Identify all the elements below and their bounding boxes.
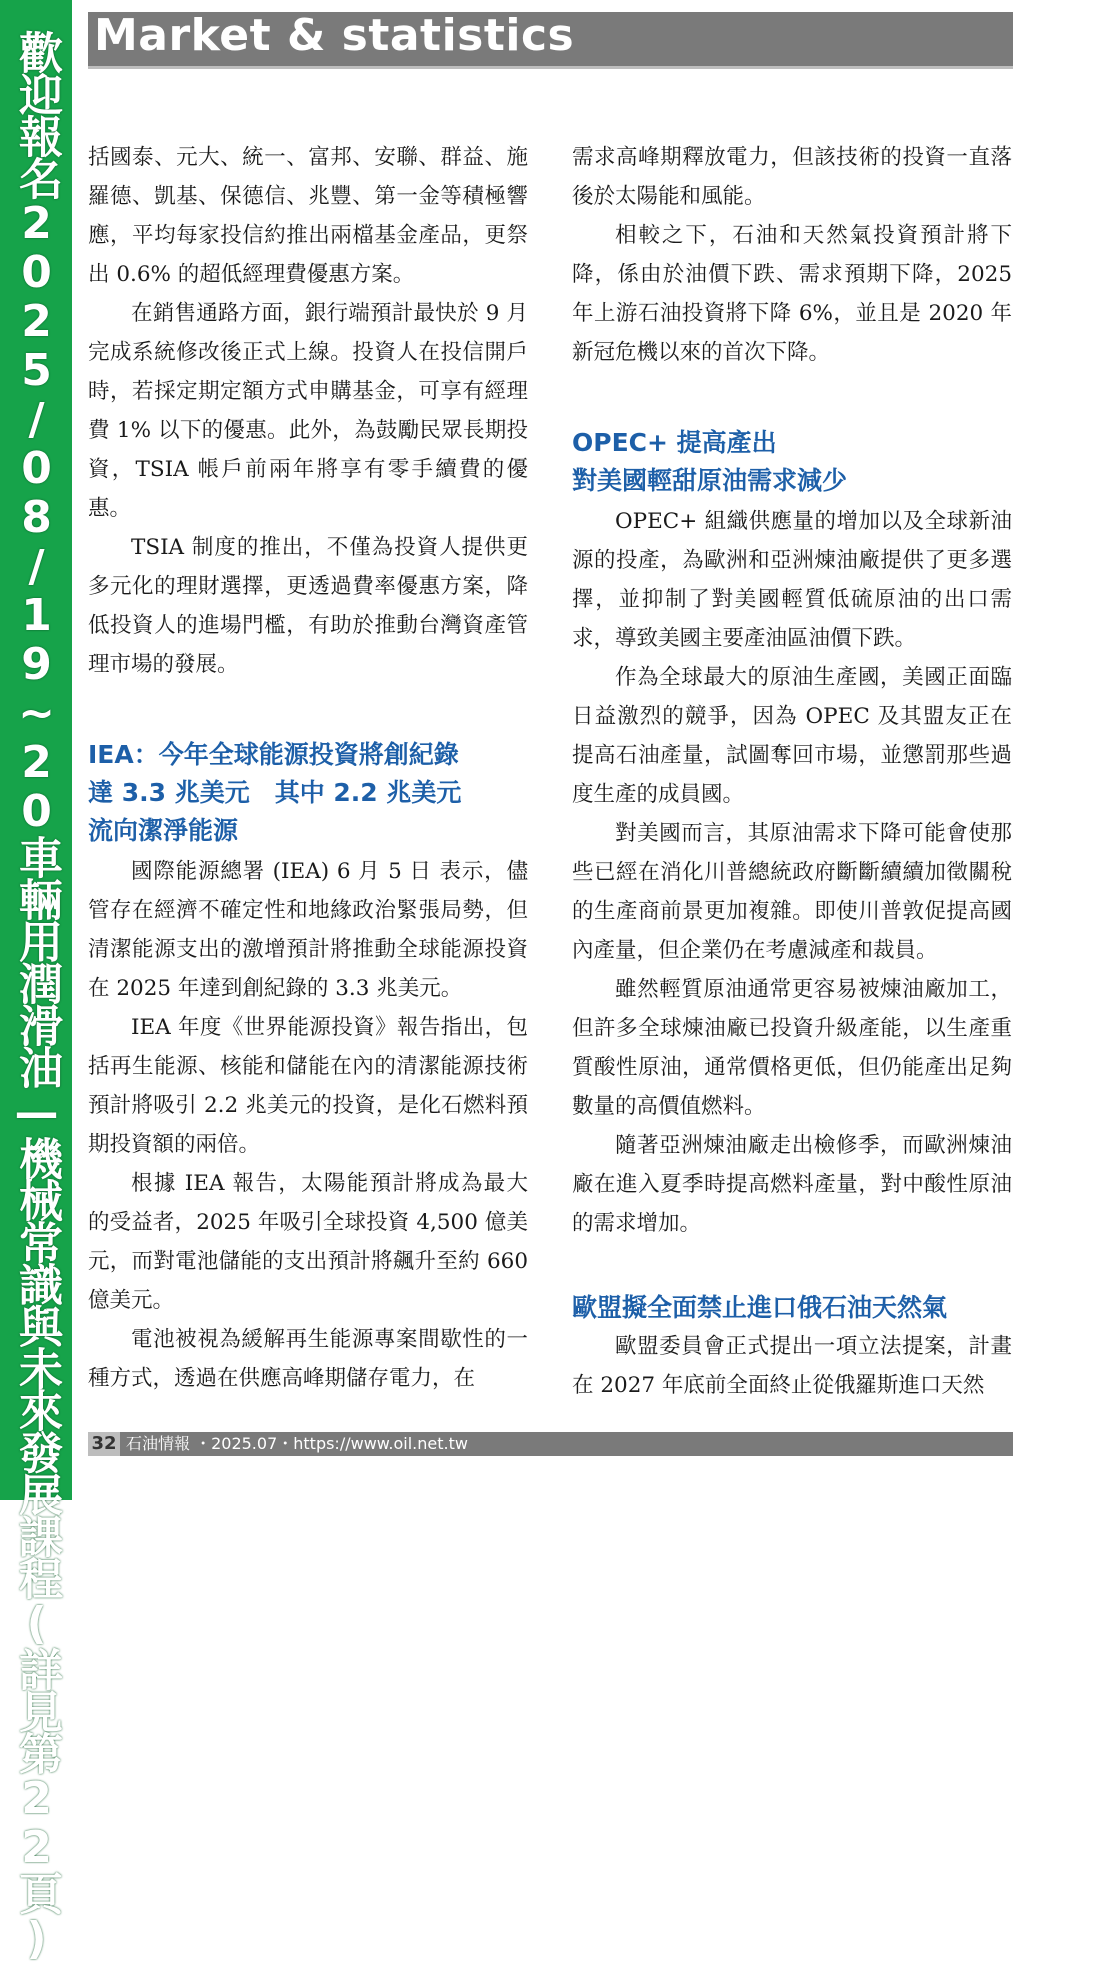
footer-text: 石油情報 ・2025.07・https://www.oil.net.tw	[126, 1434, 468, 1453]
paragraph: 根據 IEA 報告，太陽能預計將成為最大的受益者，2025 年吸引全球投資 4,500 億美元，而對電池儲能的支出預計將飆升至約 660 億美元。	[88, 1171, 528, 1313]
paragraph: 相較之下，石油和天然氣投資預計將下降，係由於油價下跌、需求預期下降，2025 年上游石油投資將下降 6%，並且是 2020 年新冠危機以來的首次下降。	[572, 223, 1012, 365]
article-heading-opec	[572, 424, 1012, 500]
page-number: 32	[88, 1432, 120, 1456]
heading-line: OPEC+ 提高產出	[572, 428, 777, 457]
section-header	[88, 12, 1013, 66]
paragraph: 在銷售通路方面，銀行端預計最快於 9 月完成系統修改後正式上線。投資人在投信開戶時，若採定期定額方式申購基金，可享有經理費 1% 以下的優惠。此外，為鼓勵民眾長期投資，TSIA 帳戶前兩年將享有零手續費的優惠。	[88, 301, 528, 521]
left-column	[88, 138, 528, 1398]
paragraph: 國際能源總署 (IEA) 6 月 5 日 表示，儘管存在經濟不確定性和地緣政治緊張局勢，但清潔能源支出的激增預計將推動全球能源投資在 2025 年達到創紀錄的 3.3 兆美元。	[88, 859, 528, 1001]
paragraph: 需求高峰期釋放電力，但該技術的投資一直落後於太陽能和風能。	[572, 145, 1012, 209]
right-column	[572, 138, 1012, 1405]
heading-line: IEA：今年全球能源投資將創紀錄	[88, 740, 459, 769]
paragraph: 歐盟委員會正式提出一項立法提案，計畫在 2027 年底前全面終止從俄羅斯進口天然	[572, 1334, 1012, 1398]
paragraph: IEA 年度《世界能源投資》報告指出，包括再生能源、核能和儲能在內的清潔能源技術預計將吸引 2.2 兆美元的投資，是化石燃料預期投資額的兩倍。	[88, 1015, 528, 1157]
paragraph: OPEC+ 組織供應量的增加以及全球新油源的投產，為歐洲和亞洲煉油廠提供了更多選擇，並抑制了對美國輕質低硫原油的出口需求，導致美國主要產油區油價下跌。	[572, 509, 1012, 651]
heading-line: 流向潔淨能源	[88, 816, 239, 845]
page-footer	[88, 1432, 1013, 1456]
heading-line: 達 3.3 兆美元 其中 2.2 兆美元	[88, 778, 462, 807]
course-announcement: 歡迎報名2025/08/19~20車輛用潤滑油—機械常識與未來發展課程(詳見第22頁)	[11, 30, 62, 1962]
paragraph: TSIA 制度的推出，不僅為投資人提供更多元化的理財選擇，更透過費率優惠方案，降低投資人的進場門檻，有助於推動台灣資產管理市場的發展。	[88, 535, 528, 677]
paragraph: 括國泰、元大、統一、富邦、安聯、群益、施羅德、凱基、保德信、兆豐、第一金等積極響應，平均每家投信約推出兩檔基金產品，更祭出 0.6% 的超低經理費優惠方案。	[88, 145, 528, 287]
heading-line: 對美國輕甜原油需求減少	[572, 466, 848, 495]
side-banner	[0, 0, 72, 1962]
paragraph: 作為全球最大的原油生產國，美國正面臨日益激烈的競爭，因為 OPEC 及其盟友正在提高石油產量，試圖奪回市場，並懲罰那些過度生產的成員國。	[572, 665, 1012, 807]
header-divider	[88, 66, 1013, 69]
article-heading-eu: 歐盟擬全面禁止進口俄石油天然氣	[572, 1293, 948, 1322]
paragraph: 電池被視為緩解再生能源專案間歇性的一種方式，透過在供應高峰期儲存電力，在	[88, 1327, 528, 1391]
section-title: Market & statistics	[94, 10, 575, 61]
paragraph: 對美國而言，其原油需求下降可能會使那些已經在消化川普總統政府斷斷續續加徵關稅的生產商前景更加複雜。即使川普敦促提高國內產量，但企業仍在考慮減產和裁員。	[572, 821, 1012, 963]
paragraph: 隨著亞洲煉油廠走出檢修季，而歐洲煉油廠在進入夏季時提高燃料產量，對中酸性原油的需求增加。	[572, 1133, 1012, 1236]
paragraph: 雖然輕質原油通常更容易被煉油廠加工，但許多全球煉油廠已投資升級產能，以生產重質酸性原油，通常價格更低，但仍能產出足夠數量的高價值燃料。	[572, 977, 1012, 1119]
article-heading-iea	[88, 736, 528, 850]
